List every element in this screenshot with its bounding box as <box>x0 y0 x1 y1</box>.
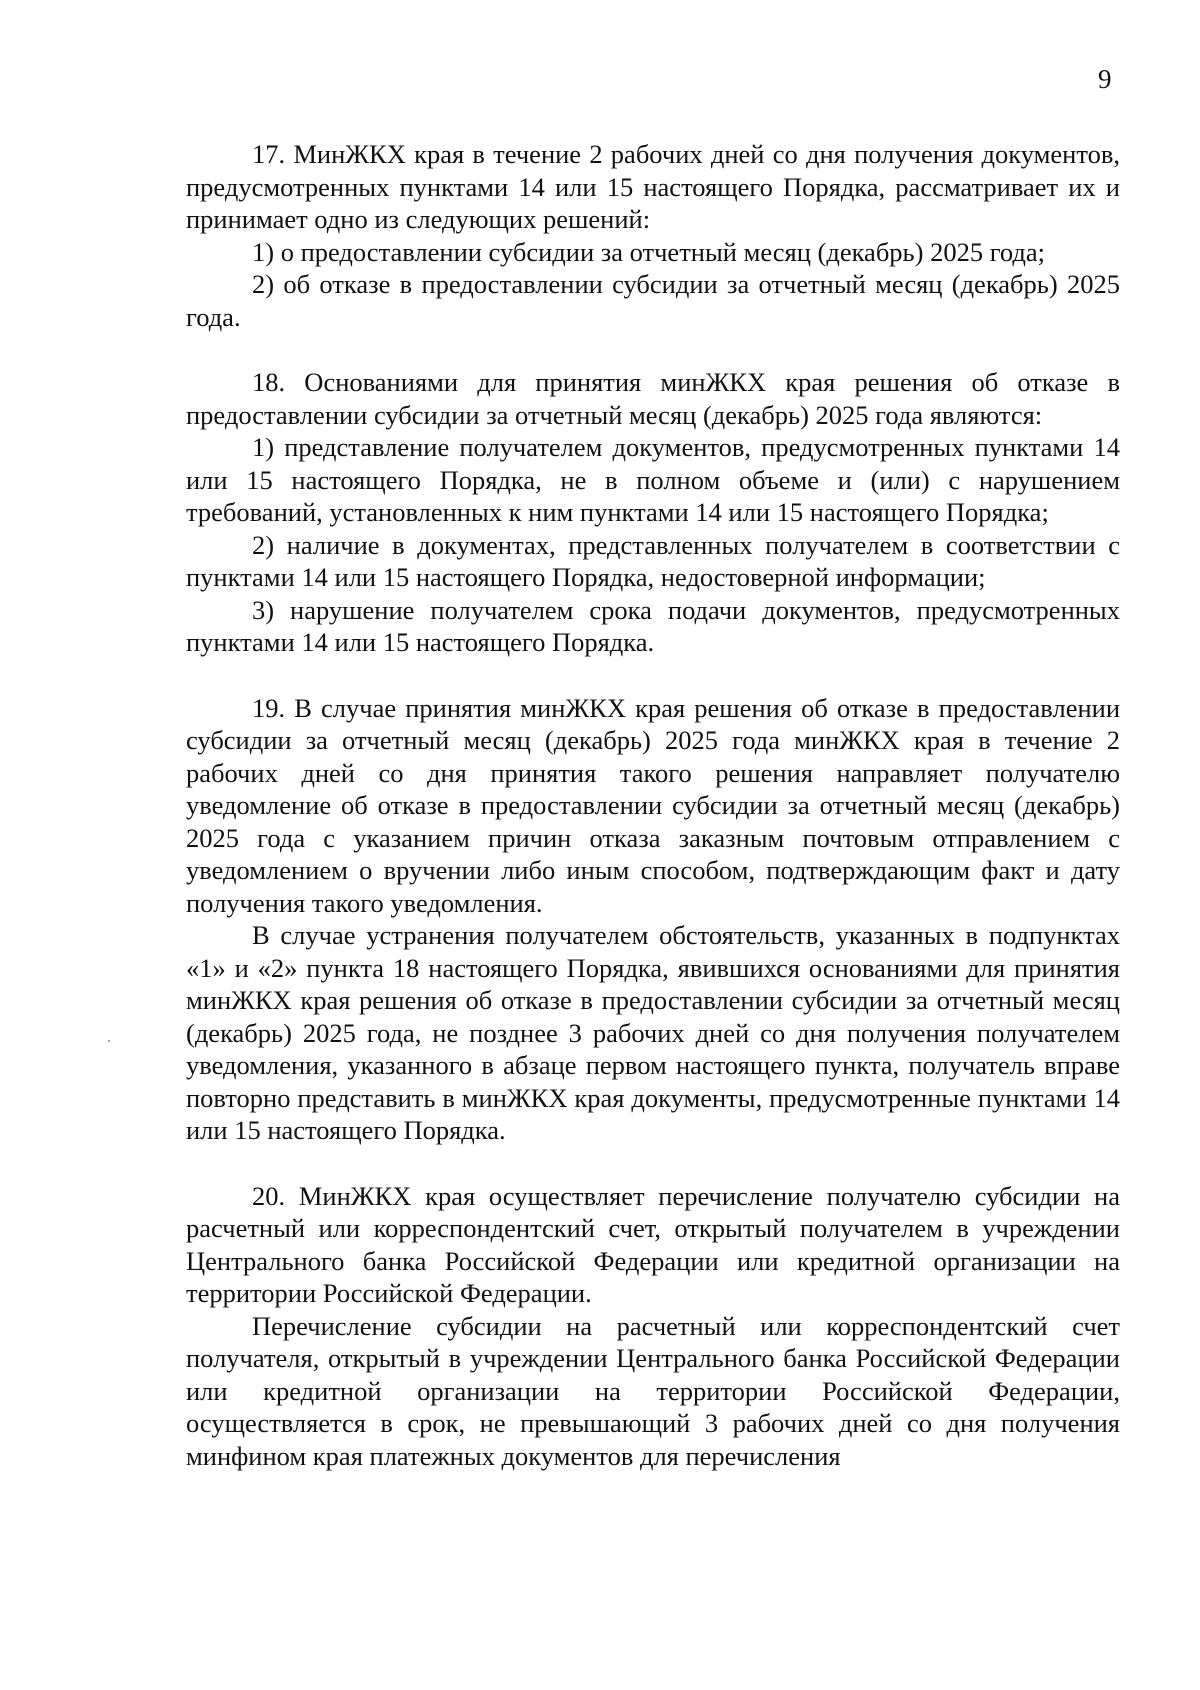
section-gap <box>186 1147 1120 1180</box>
paragraph: 2) об отказе в предоставлении субсидии за отчетный месяц (декабрь) 2025 года. <box>186 269 1120 332</box>
page-number: 9 <box>1098 64 1112 94</box>
document-body <box>186 138 1120 1472</box>
paragraph: 3) нарушение получателем срока подачи документов, предусмотренных пунктами 14 или 15 настоящего Порядка. <box>186 594 1120 657</box>
paragraph: 19. В случае принятия минЖКХ края решения об отказе в предоставлении субсидии за отчетный месяц (декабрь) 2025 года минЖКХ края в течение 2 рабочих дней со дня принятия такого решения направляет получателю уведомление об отказе в предоставлении субсидии за отчетный месяц (декабрь) 2025 года с указанием причин отказа заказным почтовым отправлением с уведомлением о вручении либо иным способом, подтверждающим факт и дату получения такого уведомления. <box>186 692 1120 918</box>
scan-speck <box>108 1040 110 1042</box>
section-20 <box>186 1180 1120 1473</box>
paragraph: Перечисление субсидии на расчетный или корреспондентский счет получателя, открытый в учреждении Центрального банка Российской Федерации или кредитной организации на территории Российской Федерации, осуществляется в срок, не превышающий 3 рабочих дней со дня получения минфином края платежных документов для перечисления <box>186 1310 1120 1471</box>
paragraph: 2) наличие в документах, представленных получателем в соответствии с пунктами 14 или 15 настоящего Порядка, недостоверной информации; <box>186 529 1120 592</box>
section-17 <box>186 138 1120 333</box>
paragraph: 17. МинЖКХ края в течение 2 рабочих дней со дня получения документов, предусмотренных пунктами 14 или 15 настоящего Порядка, рассматривает их и принимает одно из следующих решений: <box>186 139 1120 234</box>
section-gap <box>186 659 1120 692</box>
paragraph: 1) о предоставлении субсидии за отчетный месяц (декабрь) 2025 года; <box>252 236 1046 267</box>
paragraph: В случае устранения получателем обстоятельств, указанных в подпунктах «1» и «2» пункта 18 настоящего Порядка, явившихся основаниями для принятия минЖКХ края решения об отказе в предоставлении субсидии за отчетный месяц (декабрь) 2025 года, не позднее 3 рабочих дней со дня получения получателем уведомления, указанного в абзаце первом настоящего пункта, получатель вправе повторно представить в минЖКХ края документы, предусмотренные пунктами 14 или 15 настоящего Порядка. <box>186 920 1120 1145</box>
paragraph: 20. МинЖКХ края осуществляет перечисление получателю субсидии на расчетный или корреспондентский счет, открытый получателем в учреждении Центрального банка Российской Федерации или кредитной организации на территории Российской Федерации. <box>186 1180 1120 1308</box>
section-19 <box>186 692 1120 1147</box>
paragraph: 1) представление получателем документов, предусмотренных пунктами 14 или 15 настоящего Порядка, не в полном объеме и (или) с нарушением требований, установленных к ним пунктами 14 или 15 настоящего Порядка; <box>186 432 1120 527</box>
section-gap <box>186 333 1120 366</box>
paragraph: 18. Основаниями для принятия минЖКХ края решения об отказе в предоставлении субсидии за отчетный месяц (декабрь) 2025 года являются: <box>186 367 1120 430</box>
section-18 <box>186 366 1120 659</box>
